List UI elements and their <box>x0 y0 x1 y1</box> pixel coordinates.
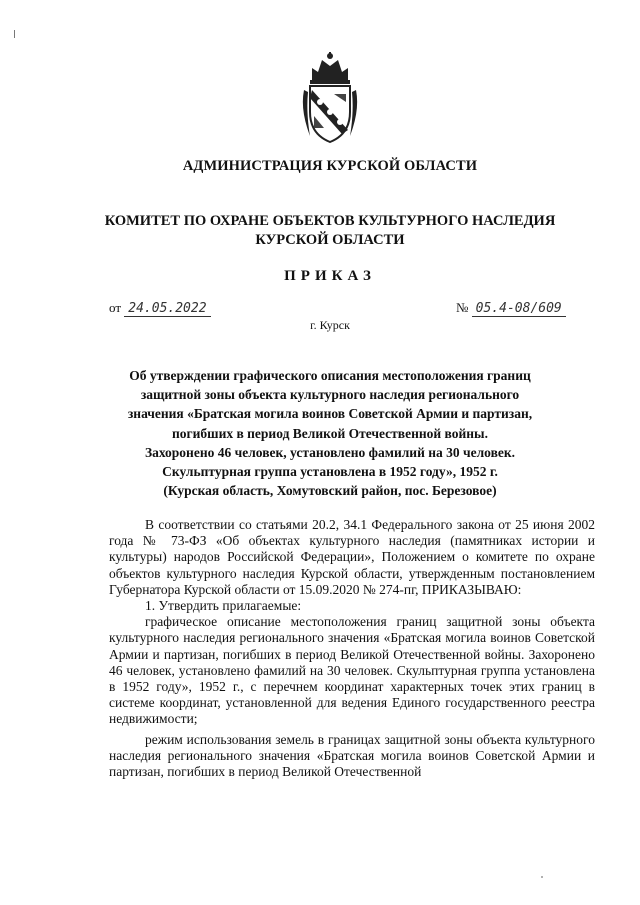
order-body <box>109 517 595 780</box>
number-value: 05.4-08/609 <box>472 301 566 317</box>
committee-title-line2: КУРСКОЙ ОБЛАСТИ <box>255 232 405 248</box>
city: г. Курск <box>310 318 350 332</box>
administration-title: АДМИНИСТРАЦИЯ КУРСКОЙ ОБЛАСТИ <box>182 158 478 174</box>
scan-speck <box>541 876 543 878</box>
number-prefix: № <box>456 300 469 315</box>
committee-title <box>60 212 600 250</box>
subject-line: значения «Братская могила воинов Советской Армии и партизан, <box>127 406 533 422</box>
subject-line: Захоронено 46 человек, установлено фамилий на 30 человек. <box>144 444 516 460</box>
date-value: 24.05.2022 <box>124 301 210 317</box>
document-type: ПРИКАЗ <box>284 268 376 284</box>
order-number <box>456 300 566 316</box>
body-paragraph: графическое описание местоположения границ защитной зоны объекта культурного наследия регионального значения «Братская могила воинов Советской Армии и партизан, погибших в период Великой Отечественной войны. Захоронено 46 человек, установлено фамилий на 30 человек. Скульптурная группа установлена в 1952 году», 1952 г., с перечнем координат характерных точек этих границ в системе координат, установленной для ведения Единого государственного реестра недвижимости; <box>109 614 595 727</box>
body-paragraph: режим использования земель в границах защитной зоны объекта культурного наследия регионального значения «Братская могила воинов Советской Армии и партизан, погибших в период Великой Отечественной <box>109 731 595 780</box>
committee-title-line1: КОМИТЕТ ПО ОХРАНЕ ОБЪЕКТОВ КУЛЬТУРНОГО НАСЛЕДИЯ <box>104 213 556 229</box>
margin-mark <box>14 30 15 38</box>
order-date <box>109 300 211 316</box>
date-prefix: от <box>109 300 122 315</box>
subject-line: защитной зоны объекта культурного наследия регионального <box>140 387 520 403</box>
subject-line: погибших в период Великой Отечественной войны. <box>172 425 488 441</box>
subject-line: (Курская область, Хомутовский район, пос. Березовое) <box>163 483 497 499</box>
subject-line: Об утверждении графического описания местоположения границ <box>129 368 531 383</box>
kursk-coat-of-arms-icon <box>298 50 362 146</box>
order-item: 1. Утвердить прилагаемые: <box>145 598 302 614</box>
subject-line: Скульптурная группа установлена в 1952 году», 1952 г. <box>162 464 498 480</box>
order-subject <box>60 366 600 500</box>
preamble-paragraph: В соответствии со статьями 20.2, 34.1 Федерального закона от 25 июня 2002 года № 73-ФЗ «Об объектах культурного наследия (памятниках истории и культуры) народов Российской Федерации», Положением о комитете по охране объектов культурного наследия Курской области, утвержденным постановлением Губернатора Курской области от 15.09.2020 № 274-пг, ПРИКАЗЫВАЮ: <box>109 517 595 597</box>
